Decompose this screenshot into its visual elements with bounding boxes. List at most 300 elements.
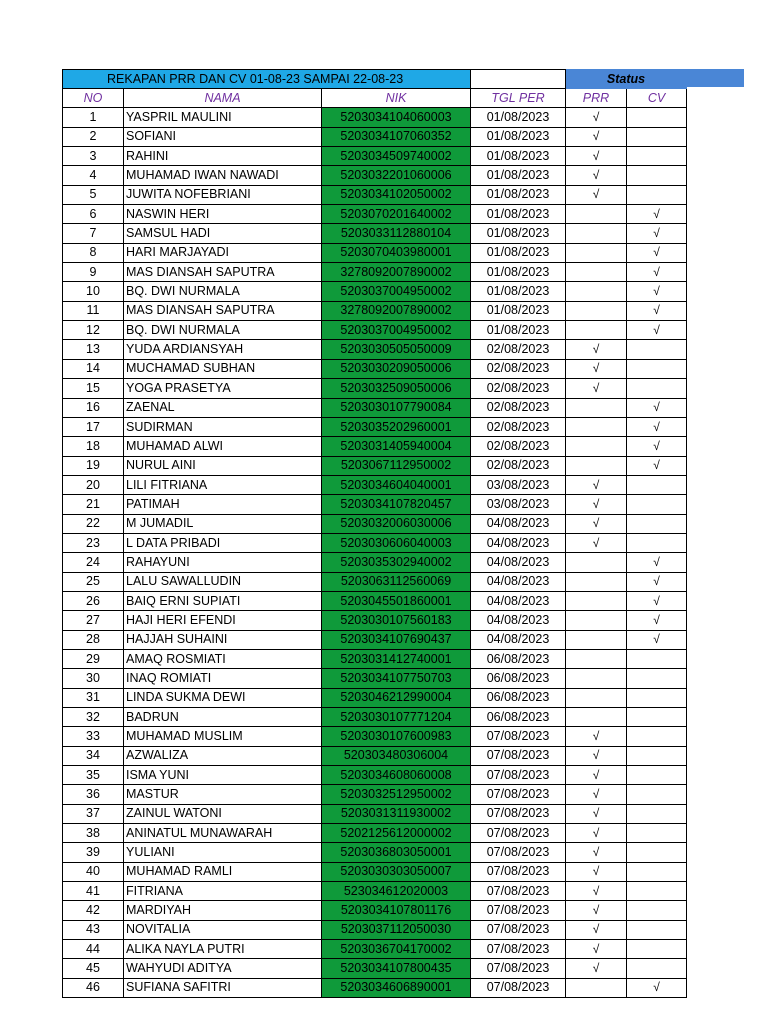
cell-tgl-per: 07/08/2023: [471, 785, 566, 804]
cell-nama: MUHAMAD RAMLI: [124, 862, 322, 881]
cell-tgl-per: 07/08/2023: [471, 862, 566, 881]
cell-cv: [627, 514, 687, 533]
cell-no: 29: [63, 649, 124, 668]
cell-tgl-per: 06/08/2023: [471, 708, 566, 727]
cell-nik: 5203070403980001: [322, 243, 471, 262]
cell-prr: √: [566, 514, 627, 533]
cell-prr: [566, 282, 627, 301]
cell-nik: 5203030107600983: [322, 727, 471, 746]
cell-tgl-per: 02/08/2023: [471, 340, 566, 359]
cell-tgl-per: 01/08/2023: [471, 127, 566, 146]
cell-cv: [627, 920, 687, 939]
cell-cv: √: [627, 243, 687, 262]
cell-prr: √: [566, 127, 627, 146]
table-row: [63, 417, 687, 436]
cell-no: 34: [63, 746, 124, 765]
header-nik: NIK: [322, 89, 471, 108]
cell-tgl-per: 01/08/2023: [471, 166, 566, 185]
cell-prr: √: [566, 475, 627, 494]
cell-prr: [566, 437, 627, 456]
cell-nama: SUDIRMAN: [124, 417, 322, 436]
cell-nik: 520303480306004: [322, 746, 471, 765]
cell-nama: MARDIYAH: [124, 901, 322, 920]
table-row: [63, 959, 687, 978]
cell-tgl-per: 07/08/2023: [471, 959, 566, 978]
table-row: [63, 746, 687, 765]
cell-nik: 5203032201060006: [322, 166, 471, 185]
cell-prr: [566, 649, 627, 668]
table-row: [63, 901, 687, 920]
cell-no: 37: [63, 804, 124, 823]
cell-nama: ISMA YUNI: [124, 766, 322, 785]
cell-cv: [627, 708, 687, 727]
cell-nama: MUHAMAD ALWI: [124, 437, 322, 456]
cell-nik: 5203034107800435: [322, 959, 471, 978]
cell-nik: 5203046212990004: [322, 688, 471, 707]
table-row: [63, 263, 687, 282]
cell-tgl-per: 02/08/2023: [471, 359, 566, 378]
cell-no: 9: [63, 263, 124, 282]
cell-prr: [566, 398, 627, 417]
cell-nik: 5203067112950002: [322, 456, 471, 475]
cell-no: 30: [63, 669, 124, 688]
cell-nik: 5203030107771204: [322, 708, 471, 727]
cell-prr: [566, 224, 627, 243]
cell-nama: BAIQ ERNI SUPIATI: [124, 591, 322, 610]
cell-no: 39: [63, 843, 124, 862]
cell-tgl-per: 01/08/2023: [471, 321, 566, 340]
cell-prr: [566, 611, 627, 630]
cell-cv: √: [627, 282, 687, 301]
cell-nama: SUFIANA SAFITRI: [124, 978, 322, 997]
cell-cv: √: [627, 456, 687, 475]
cell-nama: MAS DIANSAH SAPUTRA: [124, 301, 322, 320]
cell-nama: M JUMADIL: [124, 514, 322, 533]
table-row: [63, 688, 687, 707]
cell-nama: BQ. DWI NURMALA: [124, 321, 322, 340]
cell-cv: [627, 727, 687, 746]
cell-nik: 5203030505050009: [322, 340, 471, 359]
cell-prr: √: [566, 746, 627, 765]
cell-nik: 5203034107690437: [322, 630, 471, 649]
recap-table: [62, 69, 687, 998]
cell-nik: 5203031311930002: [322, 804, 471, 823]
cell-no: 12: [63, 321, 124, 340]
cell-no: 38: [63, 824, 124, 843]
cell-no: 32: [63, 708, 124, 727]
cell-nama: LALU SAWALLUDIN: [124, 572, 322, 591]
cell-nama: RAHAYUNI: [124, 553, 322, 572]
cell-nama: SAMSUL HADI: [124, 224, 322, 243]
cell-nik: 5203030606040003: [322, 533, 471, 552]
cell-prr: √: [566, 359, 627, 378]
table-row: [63, 785, 687, 804]
table-row: [63, 920, 687, 939]
cell-no: 19: [63, 456, 124, 475]
table-row: [63, 766, 687, 785]
cell-cv: [627, 127, 687, 146]
cell-no: 28: [63, 630, 124, 649]
cell-cv: [627, 475, 687, 494]
cell-nik: 5203045501860001: [322, 591, 471, 610]
cell-no: 8: [63, 243, 124, 262]
cell-tgl-per: 07/08/2023: [471, 804, 566, 823]
cell-tgl-per: 04/08/2023: [471, 553, 566, 572]
cell-no: 18: [63, 437, 124, 456]
table-row: [63, 572, 687, 591]
cell-nama: BQ. DWI NURMALA: [124, 282, 322, 301]
cell-cv: [627, 359, 687, 378]
cell-no: 35: [63, 766, 124, 785]
cell-tgl-per: 04/08/2023: [471, 533, 566, 552]
cell-prr: [566, 301, 627, 320]
cell-prr: √: [566, 824, 627, 843]
cell-no: 11: [63, 301, 124, 320]
cell-prr: [566, 630, 627, 649]
table-row: [63, 108, 687, 127]
cell-no: 46: [63, 978, 124, 997]
cell-prr: [566, 978, 627, 997]
cell-nama: PATIMAH: [124, 495, 322, 514]
cell-nama: RAHINI: [124, 147, 322, 166]
cell-prr: √: [566, 920, 627, 939]
cell-prr: [566, 591, 627, 610]
cell-cv: [627, 959, 687, 978]
title-row: [63, 70, 687, 89]
cell-tgl-per: 04/08/2023: [471, 630, 566, 649]
cell-tgl-per: 01/08/2023: [471, 108, 566, 127]
cell-tgl-per: 06/08/2023: [471, 688, 566, 707]
cell-tgl-per: 01/08/2023: [471, 243, 566, 262]
cell-tgl-per: 01/08/2023: [471, 282, 566, 301]
cell-no: 40: [63, 862, 124, 881]
cell-nama: ANINATUL MUNAWARAH: [124, 824, 322, 843]
cell-cv: [627, 862, 687, 881]
cell-nama: SOFIANI: [124, 127, 322, 146]
cell-no: 7: [63, 224, 124, 243]
cell-nama: HAJJAH SUHAINI: [124, 630, 322, 649]
cell-nama: WAHYUDI ADITYA: [124, 959, 322, 978]
cell-nama: ZAENAL: [124, 398, 322, 417]
cell-no: 1: [63, 108, 124, 127]
table-row: [63, 243, 687, 262]
cell-nik: 3278092007890002: [322, 263, 471, 282]
cell-tgl-per: 04/08/2023: [471, 514, 566, 533]
cell-no: 2: [63, 127, 124, 146]
cell-no: 45: [63, 959, 124, 978]
cell-prr: √: [566, 185, 627, 204]
table-row: [63, 669, 687, 688]
header-nama: NAMA: [124, 89, 322, 108]
cell-prr: [566, 321, 627, 340]
table-row: [63, 727, 687, 746]
cell-tgl-per: 07/08/2023: [471, 978, 566, 997]
cell-tgl-per: 07/08/2023: [471, 824, 566, 843]
table-row: [63, 166, 687, 185]
table-row: [63, 804, 687, 823]
table-row: [63, 824, 687, 843]
table-row: [63, 437, 687, 456]
cell-cv: [627, 669, 687, 688]
cell-nama: LINDA SUKMA DEWI: [124, 688, 322, 707]
cell-prr: √: [566, 727, 627, 746]
cell-nik: 5203034608060008: [322, 766, 471, 785]
cell-cv: √: [627, 572, 687, 591]
cell-no: 23: [63, 533, 124, 552]
header-cv: CV: [627, 89, 687, 108]
table-row: [63, 630, 687, 649]
cell-prr: [566, 708, 627, 727]
cell-tgl-per: 06/08/2023: [471, 649, 566, 668]
cell-cv: [627, 824, 687, 843]
table-row: [63, 611, 687, 630]
cell-tgl-per: 07/08/2023: [471, 727, 566, 746]
cell-nama: YASPRIL MAULINI: [124, 108, 322, 127]
cell-nama: MUHAMAD MUSLIM: [124, 727, 322, 746]
cell-no: 3: [63, 147, 124, 166]
cell-cv: [627, 901, 687, 920]
table-row: [63, 321, 687, 340]
table-row: [63, 301, 687, 320]
cell-no: 31: [63, 688, 124, 707]
cell-prr: √: [566, 940, 627, 959]
cell-prr: √: [566, 882, 627, 901]
table-row: [63, 533, 687, 552]
cell-prr: √: [566, 804, 627, 823]
table-row: [63, 379, 687, 398]
cell-nama: ALIKA NAYLA PUTRI: [124, 940, 322, 959]
table-row: [63, 185, 687, 204]
cell-tgl-per: 07/08/2023: [471, 746, 566, 765]
cell-tgl-per: 01/08/2023: [471, 263, 566, 282]
sheet-title: REKAPAN PRR DAN CV 01-08-23 SAMPAI 22-08-23: [63, 70, 471, 89]
cell-nik: 5203034107801176: [322, 901, 471, 920]
cell-nik: 5203034107060352: [322, 127, 471, 146]
cell-prr: √: [566, 785, 627, 804]
cell-prr: √: [566, 843, 627, 862]
cell-nik: 5203037004950002: [322, 282, 471, 301]
cell-nik: 5203031412740001: [322, 649, 471, 668]
cell-no: 14: [63, 359, 124, 378]
cell-prr: √: [566, 147, 627, 166]
table-row: [63, 940, 687, 959]
cell-cv: [627, 785, 687, 804]
cell-prr: [566, 263, 627, 282]
cell-tgl-per: 01/08/2023: [471, 301, 566, 320]
table-row: [63, 708, 687, 727]
table-row: [63, 495, 687, 514]
cell-no: 20: [63, 475, 124, 494]
cell-nama: INAQ ROMIATI: [124, 669, 322, 688]
cell-no: 41: [63, 882, 124, 901]
table-row: [63, 456, 687, 475]
cell-cv: [627, 166, 687, 185]
cell-tgl-per: 07/08/2023: [471, 901, 566, 920]
table-row: [63, 882, 687, 901]
cell-nama: YULIANI: [124, 843, 322, 862]
cell-nik: 5203032509050006: [322, 379, 471, 398]
cell-no: 42: [63, 901, 124, 920]
cell-nik: 5203030303050007: [322, 862, 471, 881]
cell-nik: 5203034102050002: [322, 185, 471, 204]
status-header: Status: [566, 70, 687, 89]
cell-prr: √: [566, 766, 627, 785]
cell-cv: [627, 882, 687, 901]
cell-no: 4: [63, 166, 124, 185]
cell-nik: 5203034604040001: [322, 475, 471, 494]
table-row: [63, 127, 687, 146]
cell-nik: 5203035202960001: [322, 417, 471, 436]
table-row: [63, 147, 687, 166]
header-prr: PRR: [566, 89, 627, 108]
cell-no: 33: [63, 727, 124, 746]
table-row: [63, 359, 687, 378]
cell-tgl-per: 01/08/2023: [471, 205, 566, 224]
cell-nik: 5203035302940002: [322, 553, 471, 572]
cell-prr: [566, 688, 627, 707]
cell-tgl-per: 07/08/2023: [471, 766, 566, 785]
cell-cv: [627, 843, 687, 862]
cell-no: 13: [63, 340, 124, 359]
cell-prr: √: [566, 901, 627, 920]
cell-tgl-per: 02/08/2023: [471, 417, 566, 436]
cell-prr: √: [566, 495, 627, 514]
cell-nama: AZWALIZA: [124, 746, 322, 765]
table-row: [63, 205, 687, 224]
cell-nik: 5203030107560183: [322, 611, 471, 630]
cell-cv: [627, 688, 687, 707]
cell-cv: √: [627, 398, 687, 417]
cell-cv: [627, 108, 687, 127]
cell-no: 36: [63, 785, 124, 804]
cell-cv: √: [627, 553, 687, 572]
cell-no: 17: [63, 417, 124, 436]
cell-prr: [566, 417, 627, 436]
cell-tgl-per: 01/08/2023: [471, 224, 566, 243]
cell-nik: 5203033112880104: [322, 224, 471, 243]
cell-cv: √: [627, 611, 687, 630]
cell-cv: [627, 495, 687, 514]
cell-nama: ZAINUL WATONI: [124, 804, 322, 823]
cell-prr: √: [566, 340, 627, 359]
cell-cv: [627, 533, 687, 552]
cell-nama: HARI MARJAYADI: [124, 243, 322, 262]
cell-prr: √: [566, 166, 627, 185]
table-row: [63, 978, 687, 997]
cell-prr: [566, 669, 627, 688]
cell-tgl-per: 03/08/2023: [471, 475, 566, 494]
recap-sheet: [62, 69, 687, 998]
table-row: [63, 475, 687, 494]
cell-prr: [566, 553, 627, 572]
cell-no: 27: [63, 611, 124, 630]
table-row: [63, 514, 687, 533]
table-row: [63, 649, 687, 668]
cell-cv: [627, 185, 687, 204]
cell-nama: YUDA ARDIANSYAH: [124, 340, 322, 359]
cell-tgl-per: 02/08/2023: [471, 398, 566, 417]
cell-nik: 523034612020003: [322, 882, 471, 901]
table-row: [63, 398, 687, 417]
cell-nama: MUHAMAD IWAN NAWADI: [124, 166, 322, 185]
cell-cv: √: [627, 301, 687, 320]
cell-prr: [566, 572, 627, 591]
cell-nik: 5203034107820457: [322, 495, 471, 514]
cell-cv: [627, 940, 687, 959]
table-row: [63, 843, 687, 862]
cell-cv: [627, 649, 687, 668]
table-row: [63, 553, 687, 572]
cell-prr: [566, 456, 627, 475]
cell-nama: FITRIANA: [124, 882, 322, 901]
cell-nama: MUCHAMAD SUBHAN: [124, 359, 322, 378]
table-row: [63, 224, 687, 243]
cell-nama: JUWITA NOFEBRIANI: [124, 185, 322, 204]
cell-no: 10: [63, 282, 124, 301]
cell-tgl-per: 01/08/2023: [471, 147, 566, 166]
cell-nama: NOVITALIA: [124, 920, 322, 939]
cell-prr: √: [566, 533, 627, 552]
cell-nama: BADRUN: [124, 708, 322, 727]
cell-cv: [627, 804, 687, 823]
cell-no: 6: [63, 205, 124, 224]
cell-tgl-per: 03/08/2023: [471, 495, 566, 514]
cell-cv: √: [627, 224, 687, 243]
table-row: [63, 591, 687, 610]
cell-nik: 5203031405940004: [322, 437, 471, 456]
table-row: [63, 282, 687, 301]
cell-prr: √: [566, 379, 627, 398]
cell-cv: √: [627, 978, 687, 997]
cell-tgl-per: 04/08/2023: [471, 591, 566, 610]
cell-tgl-per: 07/08/2023: [471, 843, 566, 862]
blank-header-cell: [471, 70, 566, 89]
cell-no: 24: [63, 553, 124, 572]
cell-cv: √: [627, 205, 687, 224]
cell-prr: √: [566, 862, 627, 881]
cell-no: 22: [63, 514, 124, 533]
cell-tgl-per: 02/08/2023: [471, 379, 566, 398]
cell-nama: MAS DIANSAH SAPUTRA: [124, 263, 322, 282]
cell-cv: √: [627, 417, 687, 436]
cell-no: 5: [63, 185, 124, 204]
cell-prr: [566, 243, 627, 262]
cell-tgl-per: 02/08/2023: [471, 437, 566, 456]
cell-nik: 5203036803050001: [322, 843, 471, 862]
cell-nik: 5203070201640002: [322, 205, 471, 224]
header-tgl-per: TGL PER: [471, 89, 566, 108]
cell-no: 43: [63, 920, 124, 939]
cell-nama: NURUL AINI: [124, 456, 322, 475]
cell-cv: [627, 340, 687, 359]
cell-nama: YOGA PRASETYA: [124, 379, 322, 398]
cell-tgl-per: 04/08/2023: [471, 611, 566, 630]
cell-nik: 5202125612000002: [322, 824, 471, 843]
cell-nik: 5203032006030006: [322, 514, 471, 533]
cell-tgl-per: 04/08/2023: [471, 572, 566, 591]
cell-nik: 5203037004950002: [322, 321, 471, 340]
table-row: [63, 862, 687, 881]
cell-prr: √: [566, 108, 627, 127]
cell-prr: [566, 205, 627, 224]
cell-nik: 5203030209050006: [322, 359, 471, 378]
column-header-row: [63, 89, 687, 108]
cell-prr: √: [566, 959, 627, 978]
cell-no: 44: [63, 940, 124, 959]
cell-nik: 5203030107790084: [322, 398, 471, 417]
cell-tgl-per: 07/08/2023: [471, 920, 566, 939]
cell-cv: √: [627, 630, 687, 649]
